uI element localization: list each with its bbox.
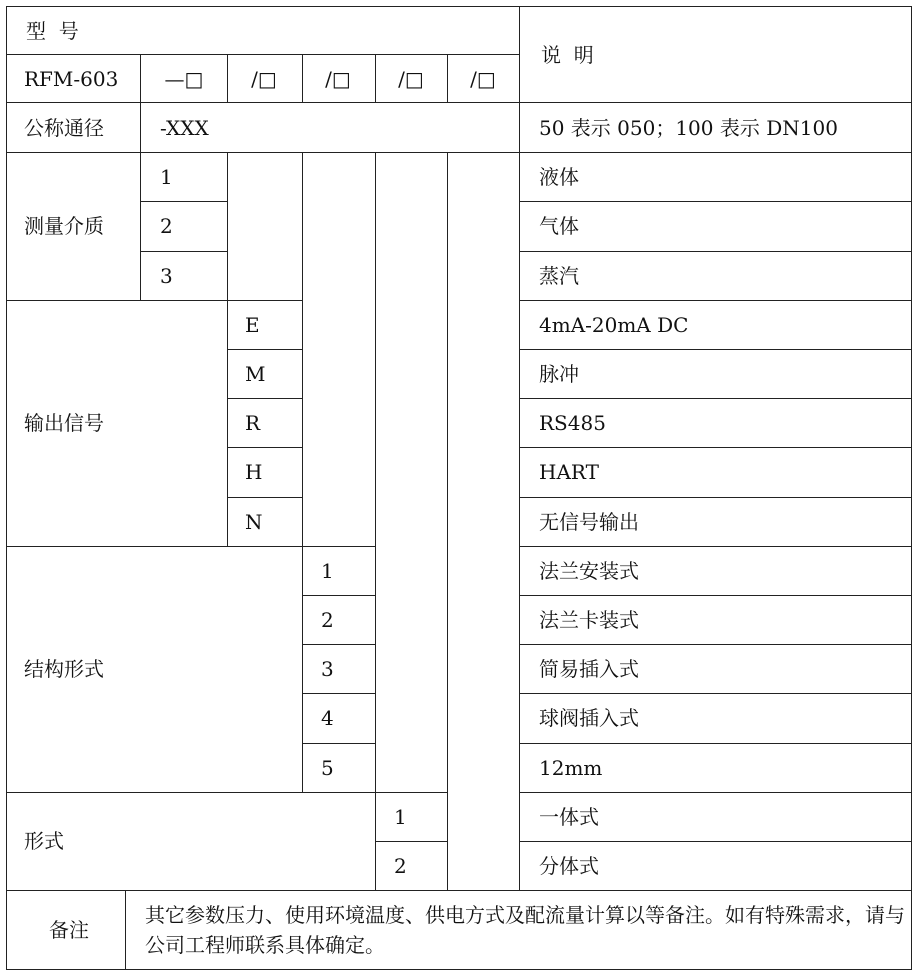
option-desc: 球阀插入式 (539, 706, 639, 730)
code-slot: /□ (398, 67, 424, 91)
col-divider (140, 54, 141, 300)
row-divider (519, 251, 912, 252)
code-slot: /□ (325, 67, 351, 91)
nominal-diameter-desc: 50 表示 050；100 表示 DN100 (539, 116, 838, 140)
row-divider (6, 890, 912, 891)
option-code: R (245, 411, 261, 435)
option-code: 2 (321, 608, 334, 632)
table-border-left (6, 6, 7, 970)
option-code: E (245, 313, 260, 337)
row-divider (6, 54, 519, 55)
row-divider (6, 546, 375, 547)
option-desc: 法兰安装式 (539, 559, 639, 583)
row-divider (227, 447, 302, 448)
option-desc: 12mm (539, 756, 603, 780)
option-code: 1 (321, 559, 334, 583)
option-code: 3 (160, 264, 173, 288)
row-divider (302, 644, 375, 645)
structure-label: 结构形式 (24, 657, 104, 681)
nominal-diameter-label: 公称通径 (24, 116, 104, 140)
row-divider (302, 693, 375, 694)
option-desc: 简易插入式 (539, 657, 639, 681)
row-divider (519, 398, 912, 399)
option-code: 3 (321, 657, 334, 681)
col-divider (125, 890, 126, 969)
medium-label: 测量介质 (24, 214, 104, 238)
code-slot: /□ (251, 67, 277, 91)
option-code: 2 (160, 214, 173, 238)
row-divider (519, 792, 912, 793)
option-desc: 一体式 (539, 805, 599, 829)
row-divider (519, 743, 912, 744)
col-divider (227, 54, 228, 102)
row-divider (519, 497, 912, 498)
col-divider (375, 152, 376, 890)
row-divider (6, 152, 912, 153)
model-header: 型 号 (26, 19, 79, 43)
table-border-bottom (6, 969, 912, 970)
row-divider (519, 546, 912, 547)
option-code: 1 (160, 165, 173, 189)
col-divider (519, 6, 520, 890)
row-divider (140, 251, 227, 252)
remarks-label: 备注 (49, 918, 89, 942)
row-divider (519, 447, 912, 448)
row-divider (519, 644, 912, 645)
row-divider (227, 349, 302, 350)
option-desc: 蒸汽 (539, 264, 579, 288)
nominal-diameter-code: -XXX (160, 116, 209, 140)
option-desc: HART (539, 460, 599, 484)
option-code: N (245, 510, 263, 534)
row-divider (6, 300, 302, 301)
option-code: 1 (394, 805, 407, 829)
option-code: H (245, 460, 263, 484)
row-divider (6, 792, 447, 793)
remarks-text: 其它参数压力、使用环境温度、供电方式及配流量计算以等备注。如有特殊需求，请与公司工程师联系具体确定。 (145, 903, 905, 957)
row-divider (375, 841, 447, 842)
table-border-right (911, 6, 912, 970)
row-divider (6, 102, 912, 103)
option-desc: 无信号输出 (539, 510, 639, 534)
row-divider (302, 595, 375, 596)
row-divider (519, 841, 912, 842)
code-slot: /□ (470, 67, 496, 91)
col-divider (227, 152, 228, 546)
model-code: RFM-603 (24, 67, 119, 91)
output-signal-label: 输出信号 (24, 411, 104, 435)
option-desc: 液体 (539, 165, 579, 189)
col-divider (302, 54, 303, 102)
row-divider (519, 595, 912, 596)
option-desc: 分体式 (539, 854, 599, 878)
row-divider (140, 201, 227, 202)
row-divider (519, 349, 912, 350)
option-desc: 4mA-20mA DC (539, 313, 689, 337)
col-divider (375, 54, 376, 102)
row-divider (519, 201, 912, 202)
option-code: 4 (321, 706, 334, 730)
description-header: 说 明 (541, 43, 594, 67)
col-divider (447, 152, 448, 890)
option-desc: 气体 (539, 214, 579, 238)
col-divider (447, 54, 448, 102)
option-desc: 法兰卡装式 (539, 608, 639, 632)
row-divider (519, 693, 912, 694)
row-divider (227, 398, 302, 399)
option-code: 2 (394, 854, 407, 878)
option-desc: RS485 (539, 411, 606, 435)
row-divider (302, 743, 375, 744)
code-slot: —□ (164, 67, 204, 91)
option-code: 5 (321, 756, 334, 780)
row-divider (519, 300, 912, 301)
table-border-top (6, 6, 912, 7)
col-divider (302, 152, 303, 792)
option-desc: 脉冲 (539, 362, 579, 386)
form-label: 形式 (24, 829, 64, 853)
row-divider (227, 497, 302, 498)
option-code: M (245, 362, 266, 386)
